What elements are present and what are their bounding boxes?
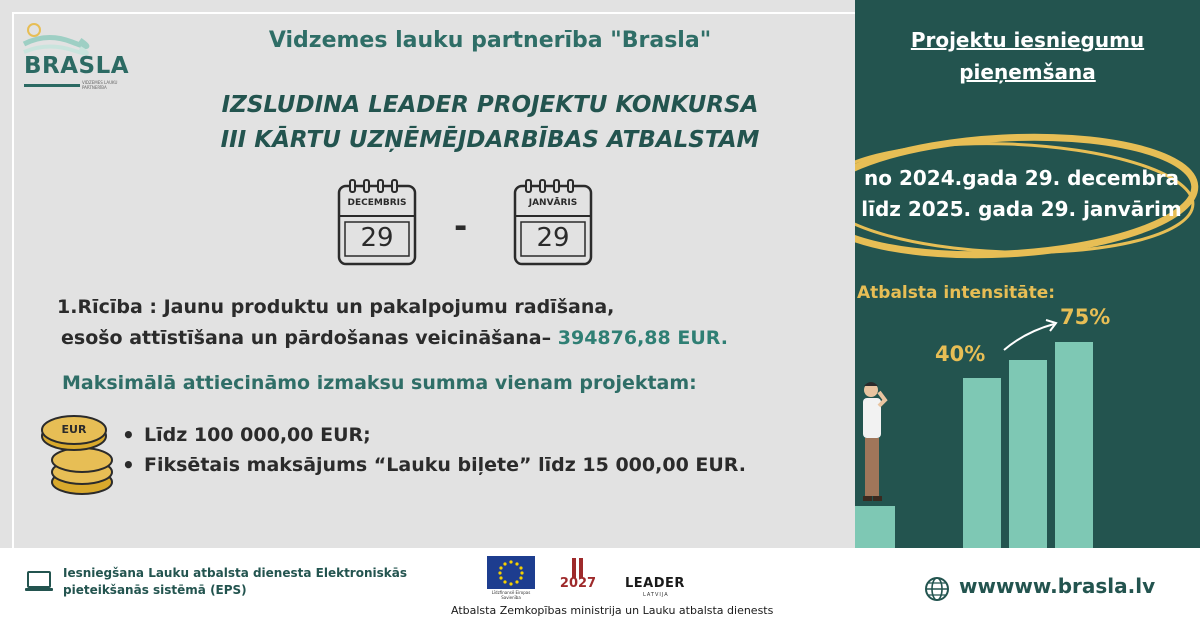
coin-label: EUR [61, 423, 87, 436]
headline-line-1: IZSLUDINA LEADER PROJEKTU KONKURSA [221, 92, 759, 118]
logo-underline [24, 84, 80, 87]
globe-icon [924, 576, 950, 602]
max-cost-list [118, 420, 746, 480]
measure-line-2-text: esošo attīstīšana un pārdošanas veicināšana– [61, 327, 552, 349]
footer [0, 548, 1200, 628]
logo-2027-text: 2027 [559, 576, 597, 591]
headline [160, 88, 820, 158]
headline-line-2: III KĀRTU UZŅĒMĒJDARBĪBAS ATBALSTAM [220, 127, 760, 153]
person-thinking-icon [855, 378, 905, 548]
submission-title-line-1: Projektu iesniegumu [910, 28, 1145, 52]
calendar-end-month: JANVĀRIS [528, 198, 578, 208]
intensity-label: Atbalsta intensitāte: [857, 283, 1056, 303]
eps-line-2: pieteikšanās sistēmā (EPS) [63, 583, 247, 597]
leader-logo-sub: LATVIJA [643, 592, 669, 598]
submission-title [855, 24, 1200, 88]
logo-text: BRASLA [24, 53, 130, 79]
laptop-icon [25, 570, 53, 594]
intensity-high: 75% [1060, 305, 1111, 329]
calendar-end-day: 29 [536, 223, 570, 253]
eu-caption: Līdzfinansē Eiropas Savienība [491, 590, 531, 600]
max-cost-title: Maksimālā attiecināmo izmaksu summa vienam projektam: [62, 372, 697, 394]
growth-bars [855, 300, 1200, 548]
calendar-end-icon [512, 178, 594, 268]
support-text: Atbalsta Zemkopības ministrija un Lauku atbalsta dienests [451, 604, 774, 617]
measure-amount: 394876,88 EUR. [557, 327, 728, 349]
growth-bar [1055, 342, 1093, 548]
frame-line-left [12, 12, 14, 548]
logo-2027 [558, 554, 598, 600]
growth-bar [1009, 360, 1047, 548]
calendar-start-icon [336, 178, 418, 268]
eps-info [63, 565, 433, 599]
leader-logo: LEADER [625, 576, 685, 591]
org-title: Vidzemes lauku partnerība "Brasla" [268, 28, 712, 53]
submission-dates [855, 163, 1194, 225]
measure-description [57, 292, 728, 354]
logo-tagline: VIDZEMES LAUKU PARTNERĪBA [82, 80, 118, 90]
frame-line-top [12, 12, 855, 14]
submission-title-line-2: pieņemšana [959, 60, 1096, 84]
date-to: līdz 2025. gada 29. janvārim [861, 197, 1182, 221]
intensity-low: 40% [935, 342, 986, 366]
measure-line-2 [57, 323, 728, 354]
measure-line-1: 1.Rīcība : Jaunu produktu un pakalpojumu radīšana, [57, 296, 615, 318]
brasla-logo [22, 20, 132, 95]
date-from: no 2024.gada 29. decembra [864, 166, 1179, 190]
list-item: • Fiksētais maksājums “Lauku biļete” līdz 15 000,00 EUR. [118, 450, 746, 480]
calendar-start-month: DECEMBRIS [347, 198, 407, 208]
date-separator: - [454, 207, 468, 245]
eps-line-1: Iesniegšana Lauku atbalsta dienesta Elektroniskās [63, 566, 407, 580]
growth-bar [963, 378, 1001, 548]
eu-stars-icon [487, 556, 535, 589]
website-link[interactable]: wwwww.brasla.lv [959, 574, 1156, 598]
coins-icon [38, 410, 120, 500]
calendar-start-day: 29 [360, 223, 394, 253]
right-panel [855, 0, 1200, 548]
eu-flag-icon [487, 556, 535, 589]
list-item: • Līdz 100 000,00 EUR; [118, 420, 746, 450]
